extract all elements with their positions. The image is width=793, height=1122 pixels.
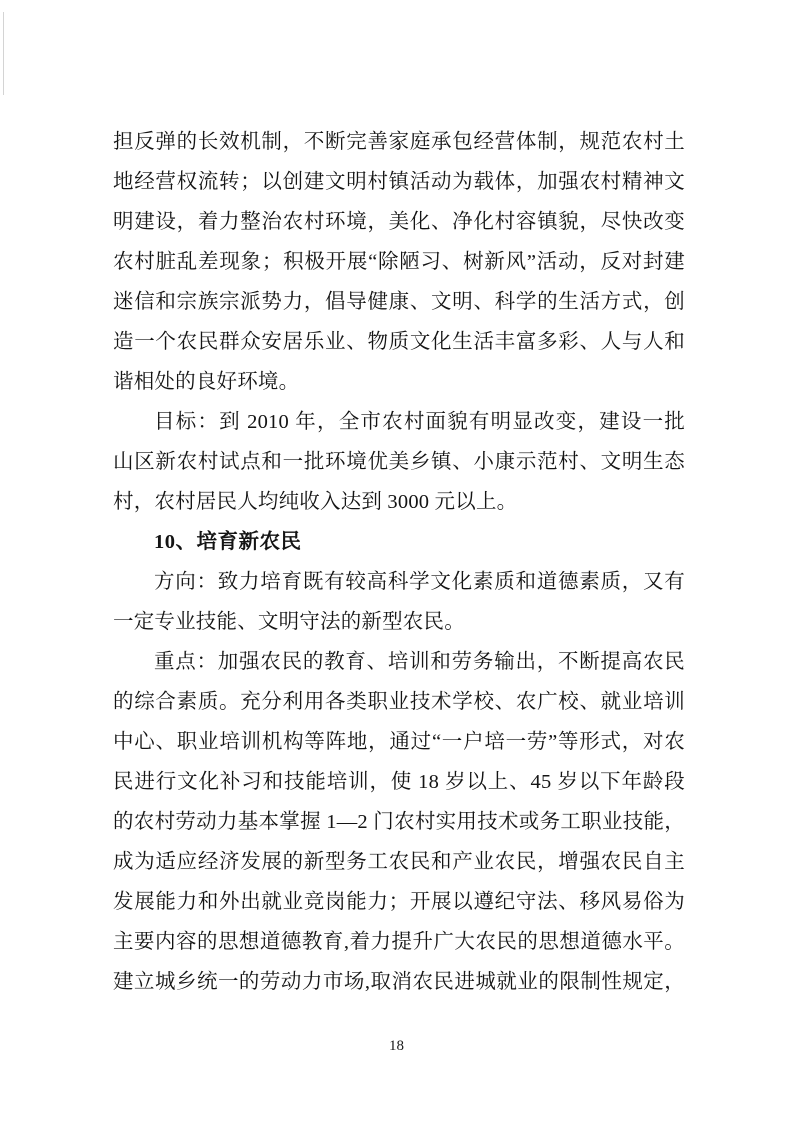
text-line: 的农村劳动力基本掌握 1—2 门农村实用技术或务工职业技能， bbox=[113, 811, 685, 833]
text-line: 建立城乡统一的劳动力市场,取消农民进城就业的限制性规定， bbox=[113, 971, 685, 993]
section-heading: 10、培育新农民 bbox=[154, 531, 302, 553]
text-line: 明建设，着力整治农村环境，美化、净化村容镇貌，尽快改变 bbox=[113, 211, 685, 233]
text-line: 地经营权流转；以创建文明村镇活动为载体，加强农村精神文 bbox=[113, 171, 685, 193]
text-line: 方向：致力培育既有较高科学文化素质和道德素质，又有 bbox=[154, 571, 685, 593]
text-line: 一定专业技能、文明守法的新型农民。 bbox=[113, 611, 465, 633]
text-line: 迷信和宗族宗派势力，倡导健康、文明、科学的生活方式，创 bbox=[113, 291, 685, 313]
text-line: 目标：到 2010 年，全市农村面貌有明显改变，建设一批 bbox=[154, 411, 685, 433]
text-line: 山区新农村试点和一批环境优美乡镇、小康示范村、文明生态 bbox=[113, 451, 685, 473]
scan-artifact-line bbox=[3, 12, 4, 95]
text-line: 发展能力和外出就业竞岗能力；开展以遵纪守法、移风易俗为 bbox=[113, 891, 685, 913]
text-block bbox=[113, 122, 685, 1002]
text-line: 担反弹的长效机制，不断完善家庭承包经营体制，规范农村土 bbox=[113, 131, 685, 153]
page-number: 18 bbox=[389, 1038, 404, 1054]
text-line: 村，农村居民人均纯收入达到 3000 元以上。 bbox=[113, 491, 518, 513]
text-line: 中心、职业培训机构等阵地，通过“一户培一劳”等形式，对农 bbox=[113, 731, 685, 753]
text-line: 重点：加强农民的教育、培训和劳务输出，不断提高农民 bbox=[154, 651, 685, 673]
text-line: 谐相处的良好环境。 bbox=[113, 371, 300, 393]
text-line: 的综合素质。充分利用各类职业技术学校、农广校、就业培训 bbox=[113, 691, 685, 713]
text-line: 主要内容的思想道德教育,着力提升广大农民的思想道德水平。 bbox=[113, 931, 685, 953]
text-line: 农村脏乱差现象；积极开展“除陋习、树新风”活动，反对封建 bbox=[113, 251, 685, 273]
text-line: 民进行文化补习和技能培训，使 18 岁以上、45 岁以下年龄段 bbox=[113, 771, 685, 793]
text-line: 成为适应经济发展的新型务工农民和产业农民，增强农民自主 bbox=[113, 851, 685, 873]
page-footer bbox=[0, 1036, 793, 1056]
text-line: 造一个农民群众安居乐业、物质文化生活丰富多彩、人与人和 bbox=[113, 331, 685, 353]
